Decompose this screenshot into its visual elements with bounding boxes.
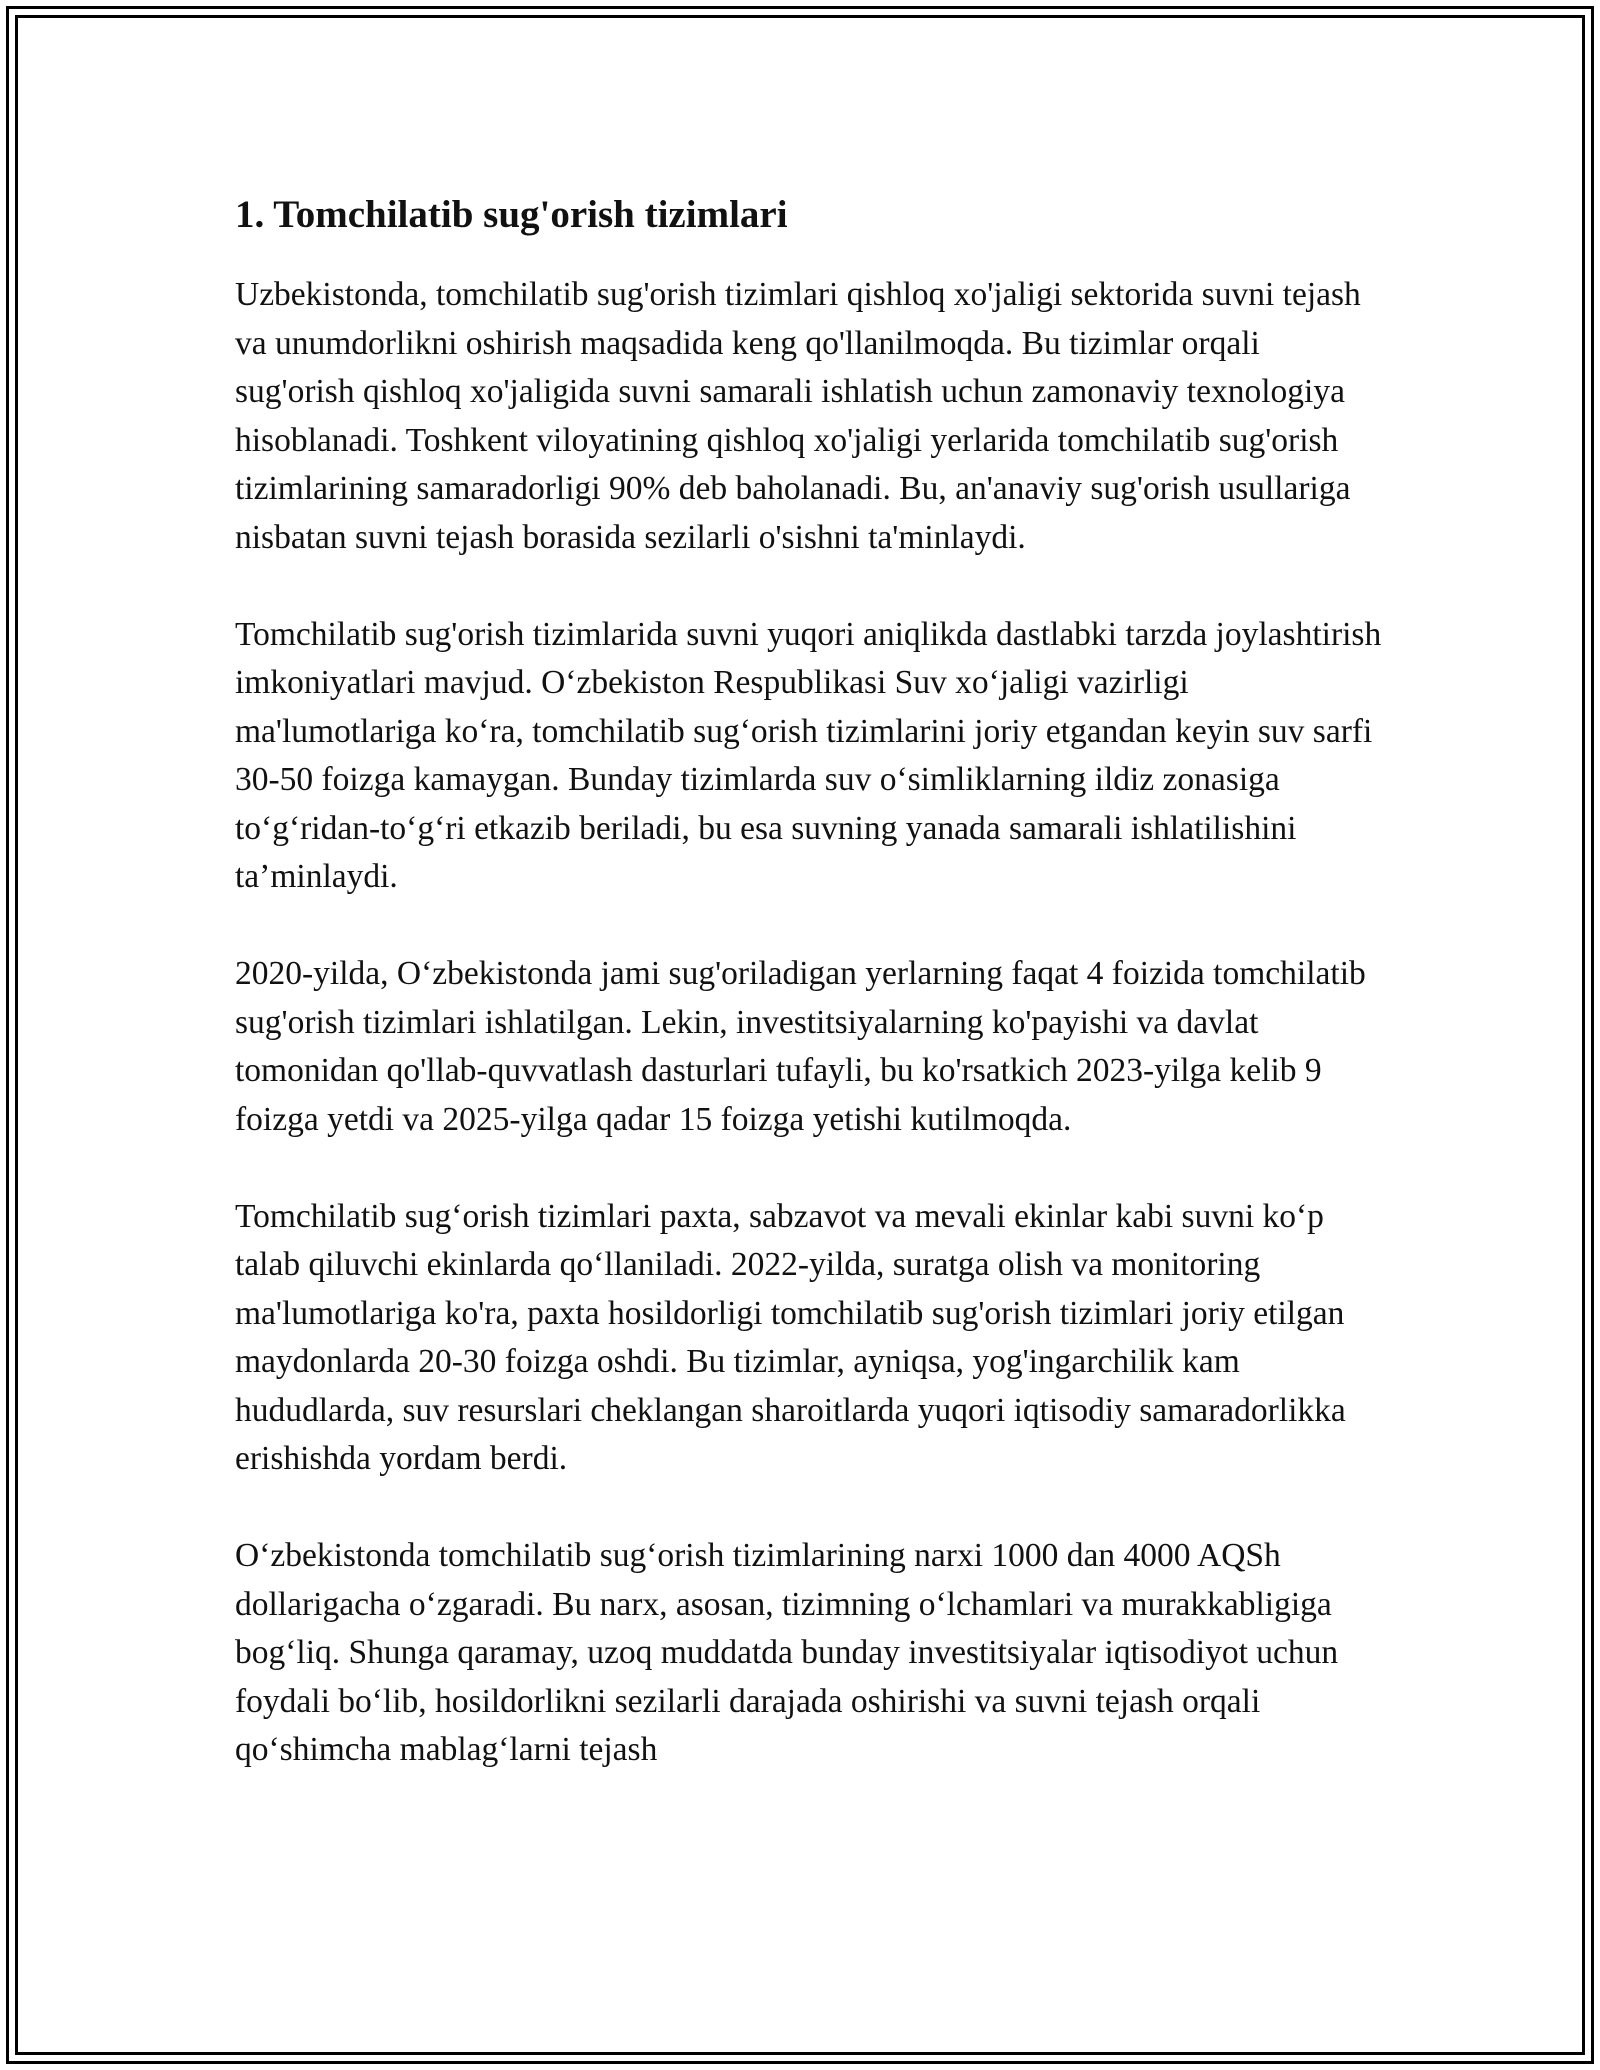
- document-body: [235, 180, 1385, 1823]
- section-heading: 1. Tomchilatib sug'orish tizimlari: [235, 193, 788, 236]
- paragraph-1: Uzbekistonda, tomchilatib sug'orish tizimlari qishloq xo'jaligi sektorida suvni tejash va unumdorlikni oshirish maqsadida keng qo'llanilmoqda. Bu tizimlar orqali sug'orish qishloq xo'jaligida suvni samarali ishlatish uchun zamonaviy texnologiya hisoblanadi. Toshkent viloyatining qishloq xo'jaligi yerlarida tomchilatib sug'orish tizimlarining samaradorligi 90% deb baholanadi. Bu, an'anaviy sug'orish usullariga nisbatan suvni tejash borasida sezilarli o'sishni ta'minlaydi.: [235, 276, 1361, 556]
- paragraph-4: Tomchilatib sug‘orish tizimlari paxta, sabzavot va mevali ekinlar kabi suvni ko‘p talab qiluvchi ekinlarda qo‘llaniladi. 2022-yilda, suratga olish va monitoring ma'lumotlariga ko'ra, paxta hosildorligi tomchilatib sug'orish tizimlari joriy etilgan maydonlarda 20-30 foizga oshdi. Bu tizimlar, ayniqsa, yog'ingarchilik kam hududlarda, suv resurslari cheklangan sharoitlarda yuqori iqtisodiy samaradorlikka erishishda yordam berdi.: [235, 1197, 1346, 1477]
- paragraph-5: O‘zbekistonda tomchilatib sug‘orish tizimlarining narxi 1000 dan 4000 AQSh dollarigacha o‘zgaradi. Bu narx, asosan, tizimning o‘lchamlari va murakkabligiga bog‘liq. Shunga qaramay, uzoq muddatda bunday investitsiyalar iqtisodiyot uchun foydali bo‘lib, hosildorlikni sezilarli darajada oshirishi va suvni tejash orqali qo‘shimcha mablag‘larni tejash: [235, 1537, 1339, 1768]
- paragraph-3: 2020-yilda, O‘zbekistonda jami sug'oriladigan yerlarning faqat 4 foizida tomchilatib sug'orish tizimlari ishlatilgan. Lekin, investitsiyalarning ko'payishi va davlat tomonidan qo'llab-quvvatlash dasturlari tufayli, bu ko'rsatkich 2023-yilga kelib 9 foizga yetdi va 2025-yilga qadar 15 foizga yetishi kutilmoqda.: [235, 955, 1366, 1138]
- paragraph-2: Tomchilatib sug'orish tizimlarida suvni yuqori aniqlikda dastlabki tarzda joylashtirish imkoniyatlari mavjud. O‘zbekiston Respublikasi Suv xo‘jaligi vazirligi ma'lumotlariga ko‘ra, tomchilatib sug‘orish tizimlarini joriy etgandan keyin suv sarfi 30-50 foizga kamaygan. Bunday tizimlarda suv o‘simliklarning ildiz zonasiga to‘g‘ridan-to‘g‘ri etkazib beriladi, bu esa suvning yanada samarali ishlatilishini ta’minlaydi.: [235, 615, 1382, 895]
